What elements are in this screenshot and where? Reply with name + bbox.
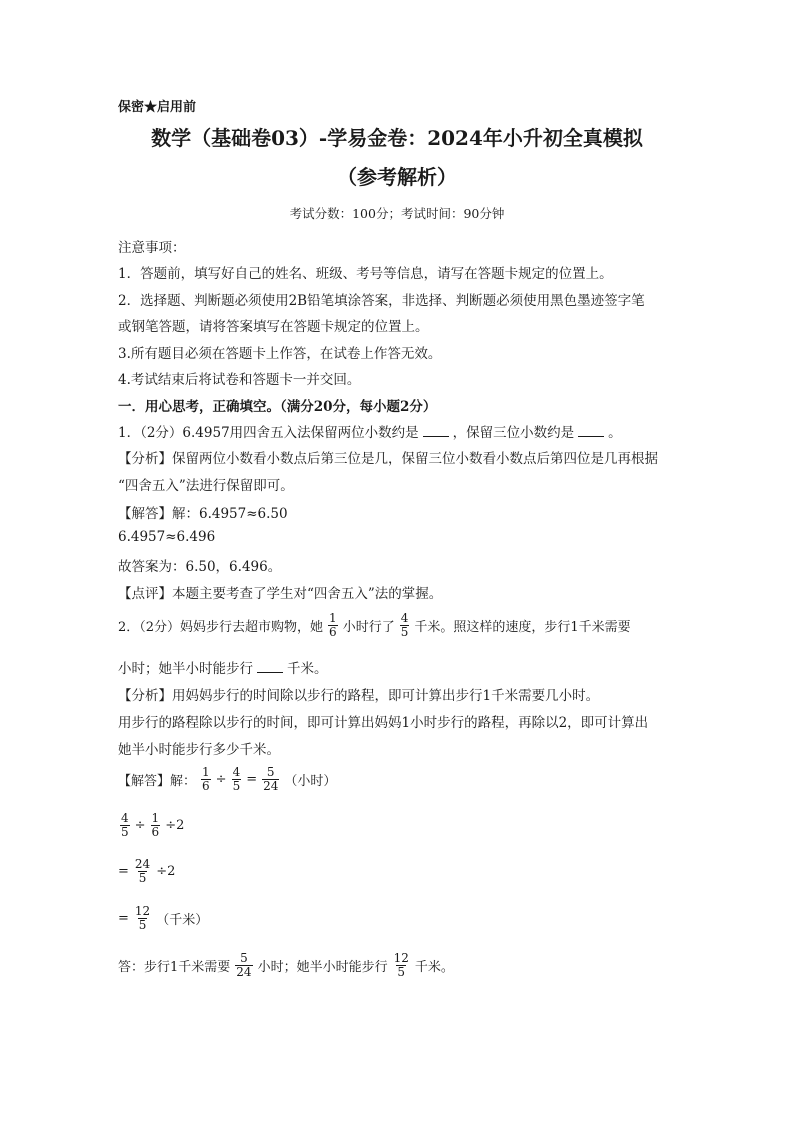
fraction xyxy=(201,766,211,793)
fraction xyxy=(393,952,410,979)
q2-answer-eq2 xyxy=(118,812,184,839)
denominator: 5 xyxy=(232,779,241,794)
denominator: 24 xyxy=(236,965,252,980)
q2-stem-part: 千米。 xyxy=(287,661,328,677)
exam-meta: 考试分数：100分；考试时间：90分钟 xyxy=(289,206,505,221)
answer-text: 小时；她半小时能步行 xyxy=(257,960,388,976)
numerator: 4 xyxy=(400,611,409,625)
answer-blank xyxy=(578,424,604,437)
q1-answer: 【解答】解：6.4957≈6.50 xyxy=(118,506,288,522)
unit-label: （千米） xyxy=(156,913,209,929)
q2-analysis: 她半小时能步行多少千米。 xyxy=(118,742,280,758)
q1-stem-part: 1．（2分）6.4957用四舍五入法保留两位小数约是 xyxy=(118,425,419,441)
denominator: 5 xyxy=(138,871,147,886)
numerator: 5 xyxy=(240,951,248,965)
numerator: 4 xyxy=(232,765,241,779)
fraction xyxy=(262,766,279,793)
denominator: 24 xyxy=(263,779,279,794)
operator: = xyxy=(118,864,129,880)
notice-heading: 注意事项： xyxy=(118,240,186,256)
q1-comment: 【点评】本题主要考查了学生对“四舍五入”法的掌握。 xyxy=(118,586,443,602)
q1-stem-part: ，保留三位小数约是 xyxy=(452,425,575,441)
q2-stem-part: 千米。照这样的速度，步行1千米需要 xyxy=(414,620,631,636)
q1-analysis: “四舍五入”法进行保留即可。 xyxy=(118,478,294,494)
numerator: 5 xyxy=(266,765,275,779)
numerator: 24 xyxy=(134,857,151,871)
denominator: 5 xyxy=(121,825,129,840)
denominator: 5 xyxy=(400,625,409,640)
q2-stem-part: 小时；她半小时能步行 xyxy=(118,661,253,677)
answer-label: 【解答】解： xyxy=(118,774,197,790)
operator: = xyxy=(246,772,258,788)
fraction xyxy=(235,952,252,979)
numerator: 1 xyxy=(329,611,337,625)
question-2-stem-line2 xyxy=(118,657,328,677)
operator: ÷2 xyxy=(156,864,176,880)
notice-item: 4.考试结束后将试卷和答题卡一并交回。 xyxy=(118,372,361,388)
page-title: 数学（基础卷03）-学易金卷：2024年小升初全真模拟 xyxy=(151,126,643,150)
notice-item: 2．选择题、判断题必须使用2B铅笔填涂答案，非选择、判断题必须使用黑色墨迹签字笔 xyxy=(118,293,645,309)
confidential-label: 保密★启用前 xyxy=(118,100,197,115)
answer-blank xyxy=(423,424,449,437)
fraction xyxy=(328,612,338,639)
operator: ÷ xyxy=(215,772,227,788)
operator: ÷ xyxy=(134,818,146,834)
numerator: 4 xyxy=(121,811,129,825)
numerator: 1 xyxy=(151,811,160,825)
q1-answer: 故答案为：6.50，6.496。 xyxy=(118,559,282,575)
operator: = xyxy=(118,911,129,927)
question-2-stem xyxy=(118,612,631,639)
q2-answer-eq4 xyxy=(118,905,208,932)
q2-stem-part: 小时行了 xyxy=(342,620,395,636)
answer-blank xyxy=(257,660,283,673)
q1-stem-part: 。 xyxy=(608,425,622,441)
fraction xyxy=(232,766,242,793)
q2-answer-eq1 xyxy=(118,766,336,793)
question-1-stem xyxy=(118,421,622,441)
q2-stem-part: 2．（2分）妈妈步行去超市购物，她 xyxy=(118,620,324,636)
unit-label: （小时） xyxy=(284,774,337,790)
denominator: 6 xyxy=(151,825,160,840)
fraction xyxy=(400,612,410,639)
fraction xyxy=(134,905,151,932)
q2-final-answer xyxy=(118,952,454,979)
denominator: 5 xyxy=(138,918,147,933)
numerator: 12 xyxy=(393,951,409,965)
numerator: 12 xyxy=(134,904,151,918)
q1-analysis: 【分析】保留两位小数看小数点后第三位是几，保留三位小数看小数点后第四位是几再根据 xyxy=(118,451,658,467)
answer-text: 答：步行1千米需要 xyxy=(118,960,231,976)
notice-item: 或钢笔答题，请将答案填写在答题卡规定的位置上。 xyxy=(118,319,429,335)
answer-text: 千米。 xyxy=(414,960,454,976)
q2-analysis: 【分析】用妈妈步行的时间除以步行的路程，即可计算出步行1千米需要几小时。 xyxy=(118,688,600,704)
denominator: 5 xyxy=(397,965,406,980)
q2-analysis: 用步行的路程除以步行的时间，即可计算出妈妈1小时步行的路程，再除以2，即可计算出 xyxy=(118,715,649,731)
q1-answer: 6.4957≈6.496 xyxy=(118,529,216,545)
page-subtitle: （参考解析） xyxy=(337,165,457,189)
fraction xyxy=(151,812,161,839)
notice-item: 3.所有题目必须在答题卡上作答，在试卷上作答无效。 xyxy=(118,346,442,362)
denominator: 6 xyxy=(202,779,210,794)
notice-item: 1．答题前，填写好自己的姓名、班级、考号等信息，请写在答题卡规定的位置上。 xyxy=(118,266,613,282)
numerator: 1 xyxy=(202,765,210,779)
fraction xyxy=(134,858,151,885)
denominator: 6 xyxy=(329,625,337,640)
fraction xyxy=(120,812,130,839)
q2-answer-eq3 xyxy=(118,858,175,885)
operator: ÷2 xyxy=(165,818,185,834)
section-heading: 一．用心思考，正确填空。（满分20分，每小题2分） xyxy=(118,399,437,415)
